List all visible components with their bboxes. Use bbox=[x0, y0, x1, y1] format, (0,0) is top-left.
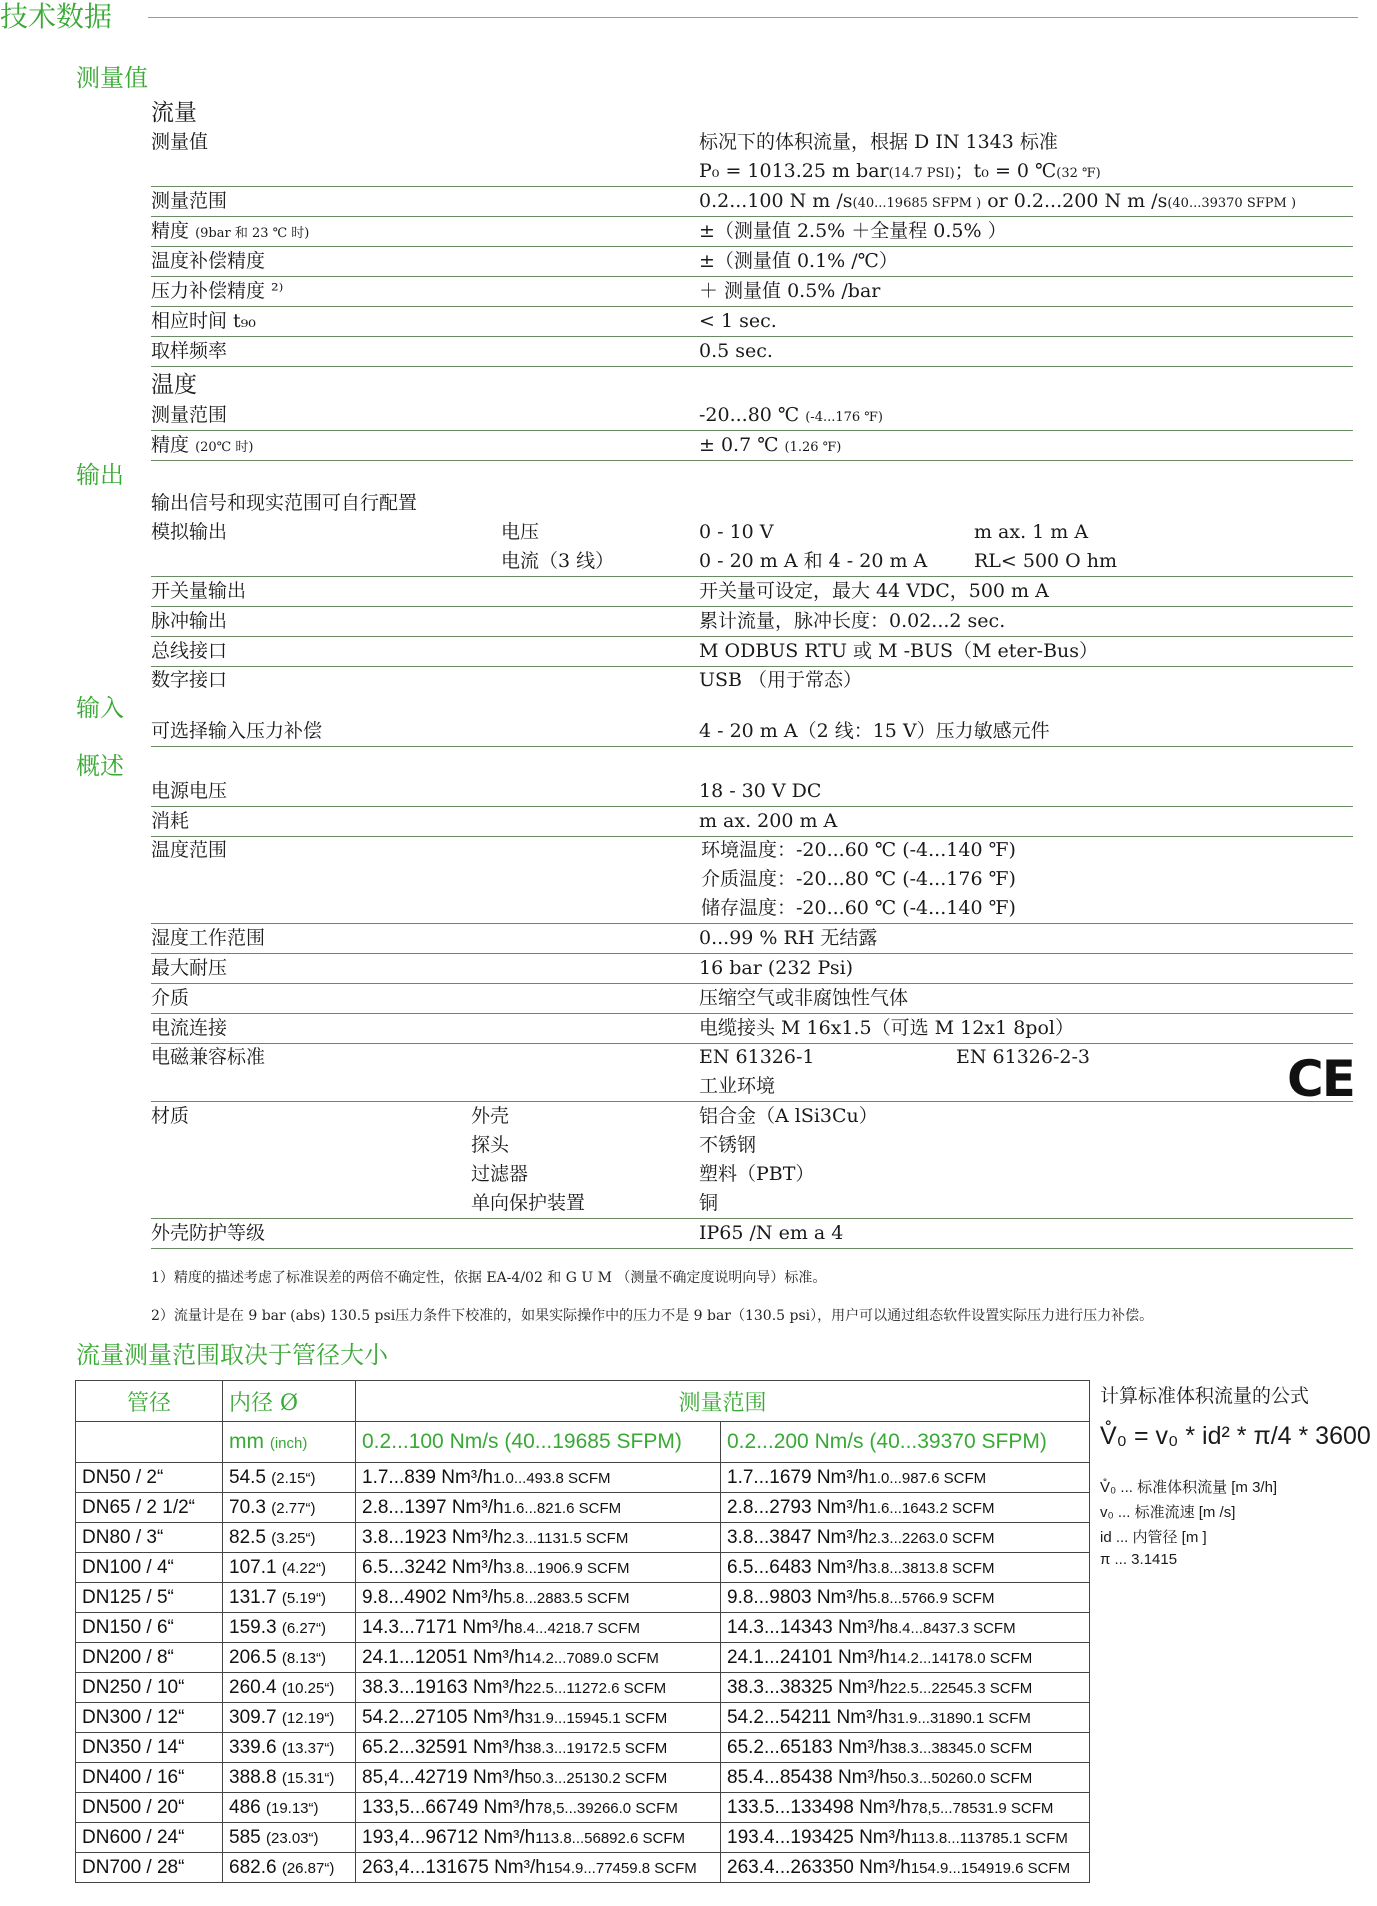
page-title: 技术数据 bbox=[0, 0, 113, 33]
row-label: 压力补偿精度 ²⁾ bbox=[151, 280, 284, 302]
cell-range-2: 133.5...133498 Nm³/h78,5...78531.9 SCFM bbox=[721, 1793, 1090, 1823]
cell-range-1: 54.2...27105 Nm³/h31.9...15945.1 SCFM bbox=[356, 1703, 721, 1733]
cell-range-2: 3.8...3847 Nm³/h2.3...2263.0 SCFM bbox=[721, 1523, 1090, 1553]
section-input: 输入 bbox=[76, 694, 124, 722]
flow-heading: 流量 bbox=[151, 100, 197, 126]
footnote-1: 1）精度的描述考虑了标准误差的两倍不确定性，依据 EA-4/02 和 G U M （测量不确定度说明向导）标准。 bbox=[151, 1270, 827, 1286]
table-row bbox=[76, 1793, 1090, 1823]
row-label: 消耗 bbox=[151, 810, 190, 832]
row-label: 可选择输入压力补偿 bbox=[151, 720, 323, 742]
cell-dn: DN50 / 2“ bbox=[76, 1463, 223, 1493]
cell-id: 54.5 (2.15“) bbox=[223, 1463, 356, 1493]
range-table bbox=[75, 1380, 1090, 1883]
medium-row bbox=[151, 984, 1353, 1014]
cell-dn: DN400 / 16“ bbox=[76, 1763, 223, 1793]
cell-dn: DN600 / 24“ bbox=[76, 1823, 223, 1853]
cell-range-1: 263,4...131675 Nm³/h154.9...77459.8 SCFM bbox=[356, 1853, 721, 1883]
header-pipe: 管径 bbox=[76, 1381, 223, 1422]
row-value: 0.2...100 N m /s(40...19685 SFPM ) or 0.2...200 N m /s(40...39370 SFPM ) bbox=[699, 190, 1297, 212]
humidity-row bbox=[151, 924, 1353, 954]
cell-id: 486 (19.13“) bbox=[223, 1793, 356, 1823]
supply-row bbox=[151, 777, 1353, 807]
cell-range-1: 133,5...66749 Nm³/h78,5...39266.0 SCFM bbox=[356, 1793, 721, 1823]
subheader-empty bbox=[76, 1422, 223, 1463]
cell-dn: DN80 / 3“ bbox=[76, 1523, 223, 1553]
footnote-2: 2）流量计是在 9 bar (abs) 130.5 psi压力条件下校准的，如果实际操作中的压力不是 9 bar（130.5 psi），用户可以通过组态软件设置实际压力进行压力补偿。 bbox=[151, 1308, 1154, 1324]
row-value: 开关量可设定，最大 44 VDC，500 m A bbox=[699, 580, 1049, 602]
row-value: < 1 sec. bbox=[699, 310, 777, 332]
material-housing-row: 材质 外壳 铝合金（A lSi3Cu） bbox=[151, 1102, 1353, 1131]
bus-interface-row bbox=[151, 637, 1353, 667]
row-value: 0.5 sec. bbox=[699, 340, 773, 362]
cell-range-2: 54.2...54211 Nm³/h31.9...31890.1 SCFM bbox=[721, 1703, 1090, 1733]
cell-id: 107.1 (4.22“) bbox=[223, 1553, 356, 1583]
row-value: ± 0.7 ℃ (1.26 ℉) bbox=[699, 434, 842, 456]
subheader-range-1: 0.2...100 Nm/s (40...19685 SFPM) bbox=[356, 1422, 721, 1463]
cell-dn: DN150 / 6“ bbox=[76, 1613, 223, 1643]
row-label: 测量范围 bbox=[151, 190, 228, 212]
temperature-accuracy-row bbox=[151, 431, 1353, 461]
cell-dn: DN300 / 12“ bbox=[76, 1703, 223, 1733]
input-row bbox=[151, 717, 1353, 747]
row-label: 精度 (20℃ 时) bbox=[151, 434, 254, 456]
row-value: 标况下的体积流量，根据 D IN 1343 标准 bbox=[699, 131, 1058, 153]
table-header-row bbox=[76, 1381, 1090, 1422]
row-label: 取样频率 bbox=[151, 340, 228, 362]
section-output: 输出 bbox=[76, 461, 124, 489]
cell-range-2: 1.7...1679 Nm³/h1.0...987.6 SCFM bbox=[721, 1463, 1090, 1493]
row-value: 工业环境 bbox=[699, 1075, 776, 1097]
cell-dn: DN500 / 20“ bbox=[76, 1793, 223, 1823]
row-value: 电缆接头 M 16x1.5（可选 M 12x1 8pol） bbox=[699, 1017, 1074, 1039]
cell-id: 682.6 (26.87“) bbox=[223, 1853, 356, 1883]
table-row bbox=[76, 1463, 1090, 1493]
table-row bbox=[76, 1493, 1090, 1523]
row-label: 相应时间 t₉₀ bbox=[151, 310, 256, 332]
row-value: 18 - 30 V DC bbox=[699, 780, 822, 802]
row-label: 测量范围 bbox=[151, 404, 228, 426]
formula-legend-2: v₀ ... 标准流速 [m /s] bbox=[1100, 1504, 1236, 1521]
row-label: 电源电压 bbox=[151, 780, 228, 802]
cell-id: 82.5 (3.25“) bbox=[223, 1523, 356, 1553]
table-row bbox=[76, 1613, 1090, 1643]
table-row bbox=[76, 1643, 1090, 1673]
temp-range-medium-row bbox=[151, 865, 1353, 894]
table-row bbox=[76, 1853, 1090, 1883]
formula-title: 计算标准体积流量的公式 bbox=[1100, 1385, 1310, 1407]
section-measured: 测量值 bbox=[76, 64, 148, 92]
cell-range-2: 38.3...38325 Nm³/h22.5...22545.3 SCFM bbox=[721, 1673, 1090, 1703]
material-filter-row: 过滤器 塑料（PBT） bbox=[471, 1163, 815, 1185]
cell-id: 585 (23.03“) bbox=[223, 1823, 356, 1853]
subheader-range-2: 0.2...200 Nm/s (40...39370 SFPM) bbox=[721, 1422, 1090, 1463]
row-value-2: EN 61326-2-3 bbox=[956, 1046, 1090, 1068]
subheader-unit: mm (inch) bbox=[223, 1422, 356, 1463]
row-value: 累计流量，脉冲长度：0.02...2 sec. bbox=[699, 610, 1006, 632]
cell-dn: DN250 / 10“ bbox=[76, 1673, 223, 1703]
max-pressure-row bbox=[151, 954, 1353, 984]
temp-comp-row bbox=[151, 247, 1353, 277]
row-value: 16 bar (232 Psi) bbox=[699, 957, 854, 979]
row-label: 电磁兼容标准 bbox=[151, 1046, 266, 1068]
flow-measured-row bbox=[151, 128, 1353, 157]
cell-range-2: 2.8...2793 Nm³/h1.6...1643.2 SCFM bbox=[721, 1493, 1090, 1523]
row-value: m ax. 200 m A bbox=[699, 810, 838, 832]
row-label: 材质 bbox=[151, 1105, 190, 1127]
formula-legend-3: id ... 内管径 [m ] bbox=[1100, 1529, 1207, 1546]
output-config-row: 输出信号和现实范围可自行配置 bbox=[151, 492, 418, 514]
table-row bbox=[76, 1763, 1090, 1793]
protection-row bbox=[151, 1219, 1353, 1249]
cell-range-1: 3.8...1923 Nm³/h2.3...1131.5 SCFM bbox=[356, 1523, 721, 1553]
section-range-table: 流量测量范围取决于管径大小 bbox=[76, 1341, 388, 1369]
cell-range-1: 2.8...1397 Nm³/h1.6...821.6 SCFM bbox=[356, 1493, 721, 1523]
flow-accuracy-row bbox=[151, 217, 1353, 247]
switch-output-row bbox=[151, 577, 1353, 607]
row-value: EN 61326-1 bbox=[699, 1046, 815, 1068]
row-label: 模拟输出 bbox=[151, 521, 228, 543]
cell-range-2: 193.4...193425 Nm³/h113.8...113785.1 SCFM bbox=[721, 1823, 1090, 1853]
cell-id: 309.7 (12.19“) bbox=[223, 1703, 356, 1733]
row-value: USB （用于常态） bbox=[699, 669, 863, 691]
material-check-row: 单向保护装置 铜 bbox=[151, 1189, 1353, 1219]
table-row bbox=[76, 1673, 1090, 1703]
material-probe-row: 探头 不锈钢 bbox=[471, 1134, 757, 1156]
header-range: 测量范围 bbox=[356, 1381, 1090, 1422]
cell-dn: DN65 / 2 1/2“ bbox=[76, 1493, 223, 1523]
ce-mark: CE bbox=[1287, 1050, 1354, 1108]
table-row bbox=[76, 1733, 1090, 1763]
cell-range-2: 14.3...14343 Nm³/h8.4...8437.3 SCFM bbox=[721, 1613, 1090, 1643]
table-row bbox=[76, 1523, 1090, 1553]
row-label: 总线接口 bbox=[151, 640, 228, 662]
row-label: 精度 (9bar 和 23 ℃ 时) bbox=[151, 220, 310, 242]
row-label: 介质 bbox=[151, 987, 190, 1009]
cell-id: 70.3 (2.77“) bbox=[223, 1493, 356, 1523]
analog-current-row: 电流（3 线） 0 - 20 m A 和 4 - 20 m A RL< 500 O hm bbox=[151, 547, 1353, 577]
cell-range-1: 9.8...4902 Nm³/h5.8...2883.5 SCFM bbox=[356, 1583, 721, 1613]
row-label: 温度范围 bbox=[151, 839, 228, 861]
cell-dn: DN125 / 5“ bbox=[76, 1583, 223, 1613]
cell-range-1: 38.3...19163 Nm³/h22.5...11272.6 SCFM bbox=[356, 1673, 721, 1703]
cell-dn: DN350 / 14“ bbox=[76, 1733, 223, 1763]
cell-range-1: 1.7...839 Nm³/h1.0...493.8 SCFM bbox=[356, 1463, 721, 1493]
row-value: 介质温度：-20...80 ℃ (-4...176 ℉) bbox=[701, 868, 1016, 890]
row-value: -20...80 ℃ (-4...176 ℉) bbox=[699, 404, 883, 426]
electrical-row bbox=[151, 1014, 1353, 1044]
cell-range-2: 263.4...263350 Nm³/h154.9...154919.6 SCFM bbox=[721, 1853, 1090, 1883]
table-row bbox=[76, 1553, 1090, 1583]
cell-id: 260.4 (10.25“) bbox=[223, 1673, 356, 1703]
formula-legend-1: V̊₀ ... 标准体积流量 [m 3/h] bbox=[1100, 1479, 1278, 1496]
flow-range-row bbox=[151, 187, 1353, 217]
emc-row bbox=[151, 1043, 1353, 1072]
row-value: IP65 /N em a 4 bbox=[699, 1222, 844, 1244]
formula-expression: V̊₀ = v₀ * id² * π/4 * 3600 bbox=[1100, 1422, 1371, 1450]
cell-dn: DN200 / 8“ bbox=[76, 1643, 223, 1673]
digital-interface-row bbox=[151, 666, 1353, 695]
consumption-row bbox=[151, 807, 1353, 837]
row-label: 脉冲输出 bbox=[151, 610, 228, 632]
title-divider bbox=[148, 17, 1358, 18]
cell-range-1: 14.3...7171 Nm³/h8.4...4218.7 SCFM bbox=[356, 1613, 721, 1643]
cell-range-1: 193,4...96712 Nm³/h113.8...56892.6 SCFM bbox=[356, 1823, 721, 1853]
cell-id: 388.8 (15.31“) bbox=[223, 1763, 356, 1793]
emc-row-2 bbox=[151, 1072, 1353, 1102]
row-label: 外壳防护等级 bbox=[151, 1222, 266, 1244]
temp-range-storage-row bbox=[151, 894, 1353, 924]
cell-range-1: 85,4...42719 Nm³/h50.3...25130.2 SCFM bbox=[356, 1763, 721, 1793]
response-row bbox=[151, 307, 1353, 337]
cell-range-2: 9.8...9803 Nm³/h5.8...5766.9 SCFM bbox=[721, 1583, 1090, 1613]
row-value: P₀ = 1013.25 m bar(14.7 PSI)；t₀ = 0 ℃(32 ℉) bbox=[699, 160, 1101, 182]
cell-range-1: 24.1...12051 Nm³/h14.2...7089.0 SCFM bbox=[356, 1643, 721, 1673]
row-value: 4 - 20 m A（2 线：15 V）压力敏感元件 bbox=[699, 720, 1050, 742]
row-label: 温度补偿精度 bbox=[151, 250, 266, 272]
cell-id: 159.3 (6.27“) bbox=[223, 1613, 356, 1643]
cell-range-2: 65.2...65183 Nm³/h38.3...38345.0 SCFM bbox=[721, 1733, 1090, 1763]
cell-range-2: 24.1...24101 Nm³/h14.2...14178.0 SCFM bbox=[721, 1643, 1090, 1673]
press-comp-row bbox=[151, 277, 1353, 307]
cell-range-2: 6.5...6483 Nm³/h3.8...3813.8 SCFM bbox=[721, 1553, 1090, 1583]
cell-range-1: 65.2...32591 Nm³/h38.3...19172.5 SCFM bbox=[356, 1733, 721, 1763]
row-label: 测量值 bbox=[151, 131, 209, 153]
cell-id: 206.5 (8.13“) bbox=[223, 1643, 356, 1673]
temp-range-ambient-row bbox=[151, 836, 1353, 865]
row-value: 压缩空气或非腐蚀性气体 bbox=[699, 987, 909, 1009]
temperature-heading: 温度 bbox=[151, 372, 197, 398]
row-value: M ODBUS RTU 或 M -BUS（M eter-Bus） bbox=[699, 640, 1099, 662]
row-label: 电流连接 bbox=[151, 1017, 228, 1039]
cell-id: 339.6 (13.37“) bbox=[223, 1733, 356, 1763]
row-label: 湿度工作范围 bbox=[151, 927, 266, 949]
cell-id: 131.7 (5.19“) bbox=[223, 1583, 356, 1613]
pulse-output-row bbox=[151, 607, 1353, 637]
row-value: 0...99 % RH 无结露 bbox=[699, 927, 878, 949]
row-value: ±（测量值 2.5% ＋全量程 0.5% ） bbox=[699, 220, 1007, 242]
table-row bbox=[76, 1583, 1090, 1613]
row-label: 最大耐压 bbox=[151, 957, 228, 979]
section-overview: 概述 bbox=[76, 752, 124, 780]
flow-reference-row bbox=[151, 157, 1353, 187]
row-value: 环境温度：-20...60 ℃ (-4...140 ℉) bbox=[701, 839, 1016, 861]
row-value: ±（测量值 0.1% /℃） bbox=[699, 250, 898, 272]
table-subheader-row bbox=[76, 1422, 1090, 1463]
table-row bbox=[76, 1703, 1090, 1733]
analog-voltage-row: 模拟输出 电压 0 - 10 V m ax. 1 m A bbox=[151, 518, 1353, 547]
formula-legend-4: π ... 3.1415 bbox=[1100, 1551, 1178, 1568]
title-row bbox=[0, 0, 1360, 34]
cell-range-1: 6.5...3242 Nm³/h3.8...1906.9 SCFM bbox=[356, 1553, 721, 1583]
row-label: 数字接口 bbox=[151, 669, 228, 691]
cell-range-2: 85.4...85438 Nm³/h50.3...50260.0 SCFM bbox=[721, 1763, 1090, 1793]
table-row bbox=[76, 1823, 1090, 1853]
temperature-range-row bbox=[151, 401, 1353, 431]
row-value: 储存温度：-20...60 ℃ (-4...140 ℉) bbox=[701, 897, 1016, 919]
header-id: 内径 Ø bbox=[223, 1381, 356, 1422]
cell-dn: DN700 / 28“ bbox=[76, 1853, 223, 1883]
row-value: ＋ 测量值 0.5% /bar bbox=[699, 280, 881, 302]
cell-dn: DN100 / 4“ bbox=[76, 1553, 223, 1583]
sampling-row bbox=[151, 337, 1353, 367]
row-label: 开关量输出 bbox=[151, 580, 247, 602]
